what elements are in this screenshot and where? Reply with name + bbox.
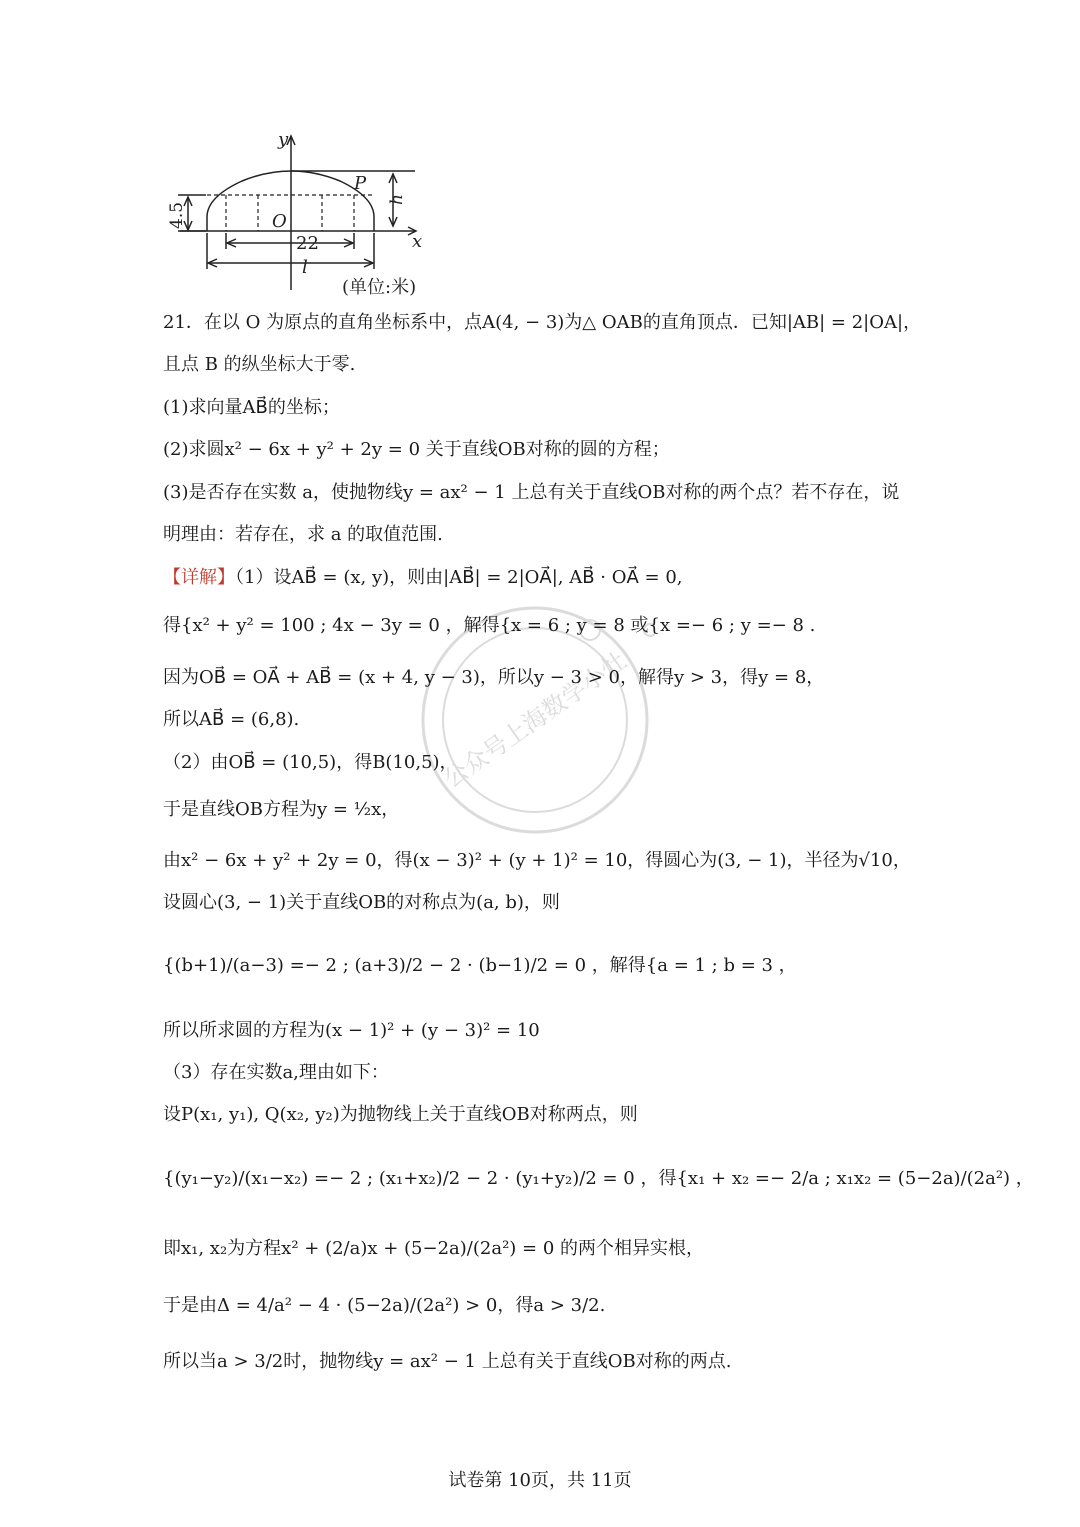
solution-line-12: 设P(x₁, y₁), Q(x₂, y₂)为抛物线上关于直线OB对称两点，则 (163, 1104, 638, 1125)
problem-part-3a: (3)是否存在实数 a，使抛物线y = ax² − 1 上总有关于直线OB对称的两个点？若不存在，说 (163, 482, 900, 503)
width-l-label: l (302, 257, 308, 278)
unit-label: (单位:米) (342, 277, 417, 298)
problem-part-1: (1)求向量AB⃗的坐标； (163, 397, 340, 418)
problem-line-1: 21．在以 O 为原点的直角坐标系中，点A(4, − 3)为△ OAB的直角顶点．已知|AB| = 2|OA|， (163, 312, 922, 333)
problem-part-3b: 明理由：若存在，求 a 的取值范围. (163, 524, 443, 545)
solution-line-11: （3）存在实数a,理由如下： (163, 1062, 389, 1083)
solution-line-15: 于是由Δ = 4/a² − 4 · (5−2a)/(2a²) > 0，得a > 3/2. (163, 1295, 606, 1316)
solution-line-16: 所以当a > 3/2时，抛物线y = ax² − 1 上总有关于直线OB对称的两点. (163, 1351, 732, 1372)
solution-line-10: 所以所求圆的方程为(x − 1)² + (y − 3)² = 10 (163, 1020, 540, 1041)
height-h-label: h (387, 194, 407, 205)
origin-label: O (272, 211, 287, 232)
width-22-label: 22 (296, 233, 319, 254)
solution-line-6: 于是直线OB方程为y = ½x， (163, 799, 400, 820)
problem-line-2: 且点 B 的纵坐标大于零. (163, 354, 356, 375)
page-footer: 试卷第 10页，共 11页 (448, 1470, 632, 1491)
watermark-text: 公众号上海数学小灶 (438, 646, 632, 794)
point-p-label: P (354, 173, 367, 194)
arch-diagram (150, 125, 450, 305)
solution-line-4: 所以AB⃗ = (6,8). (163, 709, 300, 730)
side-height-label: 4.5 (167, 201, 187, 229)
y-axis-label: y (278, 129, 289, 150)
solution-line-14: 即x₁, x₂为方程x² + (2/a)x + (5−2a)/(2a²) = 0 的两个相异实根， (163, 1238, 705, 1259)
problem-part-2: (2)求圆x² − 6x + y² + 2y = 0 关于直线OB对称的圆的方程； (163, 439, 670, 460)
solution-tag: 【详解】 (163, 567, 235, 588)
solution-line-8: 设圆心(3, − 1)关于直线OB的对称点为(a, b)，则 (163, 892, 560, 913)
solution-line-5: （2）由OB⃗ = (10,5)，得B(10,5)， (163, 752, 458, 773)
solution-line-9: {(b+1)/(a−3) =− 2 ; (a+3)/2 − 2 · (b−1)/2 = 0 ，解得{a = 1 ; b = 3 ， (163, 955, 797, 976)
solution-line-1 (163, 566, 683, 590)
solution-step-1: （1）设AB⃗ = (x, y)，则由|AB⃗| = 2|OA⃗|, AB⃗ · OA⃗ = 0, (235, 567, 683, 588)
solution-line-13: {(y₁−y₂)/(x₁−x₂) =− 2 ; (x₁+x₂)/2 − 2 · (y₁+y₂)/2 = 0 ，得{x₁ + x₂ =− 2/a ; x₁x₂ = (5−2a)/(2a²) ， (163, 1168, 1034, 1189)
x-axis-label: x (412, 231, 423, 252)
solution-line-2: 得{x² + y² = 100 ; 4x − 3y = 0 ，解得{x = 6 ; y = 8 或{x =− 6 ; y =− 8 . (163, 615, 816, 636)
solution-line-3: 因为OB⃗ = OA⃗ + AB⃗ = (x + 4, y − 3)，所以y − 3 > 0，解得y > 3，得y = 8， (163, 667, 825, 688)
solution-line-7: 由x² − 6x + y² + 2y = 0，得(x − 3)² + (y + 1)² = 10，得圆心为(3, − 1)，半径为√10， (163, 850, 911, 871)
